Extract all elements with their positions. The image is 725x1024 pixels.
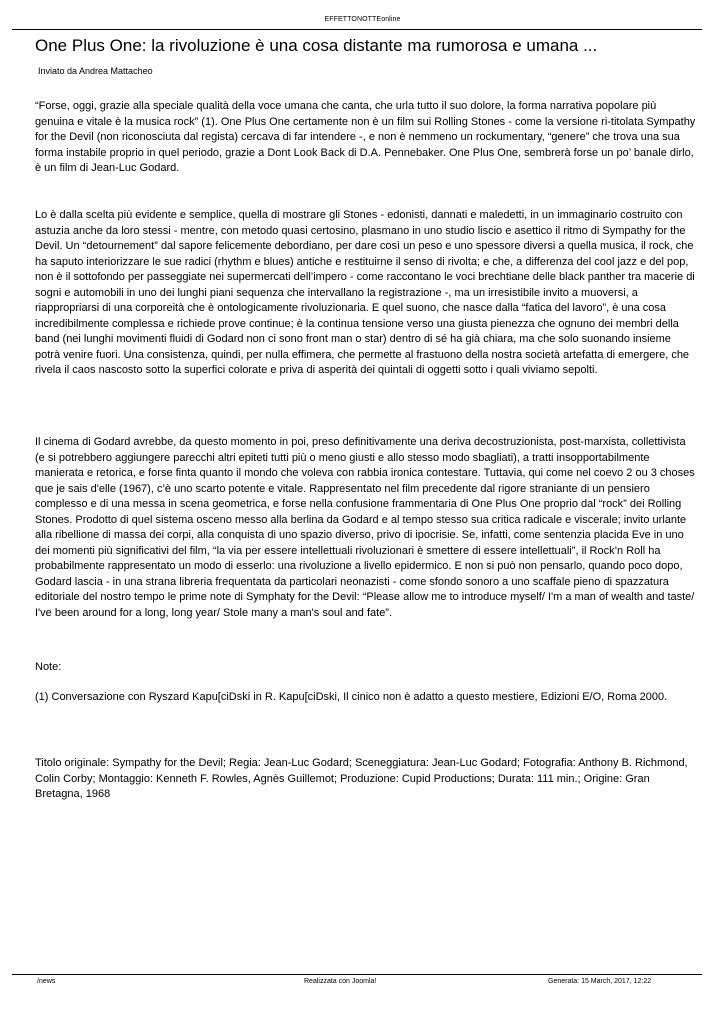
footer-powered-by: Realizzata con Joomla! bbox=[304, 978, 377, 985]
article-paragraph-3: Il cinema di Godard avrebbe, da questo momento in poi, preso definitivamente una deriva decostruzionista, post-marxista, collettivista (e si potrebbero aggiungere parecchi altri epiteti tutti più o meno giusti e allo stesso modo sbagliati), a tratti insopportabilmente manierata e retorica, e forse finta quanto il mondo che voleva con rabbia ironica contestare. Tuttavia, qui come nel coevo 2 ou 3 choses que je sais d'elle (1967), c’è uno scarto potente e vitale. Rappresentato nel film precedente dal rigore straniante di un pensiero complesso e di una messa in scena geometrica, e forse nella confusione frammentaria di One Plus One proprio dal “rock” dei Rolling Stones. Prodotto di quel sistema osceno messo alla berlina da Godard e al tempo stesso sua critica radicale e viscerale; invito urlante alla ribellione di massa dei corpi, alla conquista di uno spazio diverso, privo di ipocrisie. Se, infatti, come sentenzia placida Eve in uno dei momenti più significativi del film, “la via per essere intellettuali rivoluzionari è smettere di essere intellettuali”, il Rock’n Roll ha probabilmente rappresentato un modo di esserlo: una rivoluzione a livello epidermico. E non si può non pensarlo, quando poco dopo, Godard lascia - in una strana libreria frequentata da particolari neonazisti - come sfondo sonoro a uno scaffale pieno di spazzatura editoriale del nostro tempo le prime note di Symphaty for the Devil: “Please allow me to introduce myself/ I'm a man of wealth and taste/ I've been around for a long, long year/ Stole many a man's soul and fate”. bbox=[35, 436, 695, 619]
notes-heading: Note: bbox=[35, 661, 62, 673]
footer-rule bbox=[12, 974, 702, 975]
film-credits: Titolo originale: Sympathy for the Devil; Regia: Jean-Luc Godard; Sceneggiatura: Jean-Luc Godard; Fotografia: Anthony B. Richmond, Colin Corby; Montaggio: Kenneth F. Rowles, Agnès Guillemot; Produzione: Cupid Productions; Durata: 111 min.; Origine: Gran Bretagna, 1968 bbox=[35, 757, 688, 800]
header-rule bbox=[12, 29, 702, 30]
site-name: EFFETTONOTTEonline bbox=[324, 16, 401, 23]
note-1: (1) Conversazione con Ryszard Kapu[ciDski in R. Kapu[ciDski, Il cinico non è adatto a questo mestiere, Edizioni E/O, Roma 2000. bbox=[35, 691, 668, 703]
article-paragraph-2: Lo è dalla scelta più evidente e semplice, quella di mostrare gli Stones - edonisti, dannati e maledetti, in un immaginario costruito con astuzia anche da loro stessi - mentre, con metodo quasi certosino, plasmano in uno studio liscio e asettico il ritmo di Sympathy for the Devil. Un “detournement” dal sapore felicemente debordiano, per dare così un peso e uno spessore diversi a quella musica, il rock, che ha saputo interiorizzare le sue radici (rhythm e blues) antiche e restituirne il senso di rivolta; e che, a differenza del cool jazz e del pop, non è il sottofondo per passeggiate nei supermercati dell’impero - come raccontano le voci brechtiane delle black panther tra macerie di sogni e automobili in uno dei lunghi piani sequenza che intervallano la registrazione -, ma un irresistibile invito a muoversi, a riappropriarsi di una corporeità che è ontologicamente rivoluzionaria. E quel suono, che nasce dalla “fatica del lavoro”, è una cosa incredibilmente complessa e richiede prove continue; è la continua tensione verso una giusta pienezza che ognuno dei membri della band (nei lunghi movimenti fluidi di Godard non ci sono front man o star) dentro di sé ha già chiara, ma che solo suonando insieme potrà venire fuori. Una consistenza, quindi, per nulla effimera, che permette al frastuono della nostra società artefatta di emergere, che rivela il caos nascosto sotto la superfici colorate e priva di asperità dei quintali di oggetti sotto i quali viviamo sepolti. bbox=[35, 209, 695, 376]
footer-generated-date: Generata: 15 March, 2017, 12:22 bbox=[548, 978, 652, 985]
article-paragraph-1: “Forse, oggi, grazie alla speciale qualità della voce umana che canta, che urla tutto il suo dolore, la forma narrativa popolare più genuina e vitale è la musica rock” (1). One Plus One certamente non è un film sui Rolling Stones - come la versione ri-titolata Sympathy for the Devil (non riconosciuta dal regista) cercava di far intendere -, e non è nemmeno un rockumentary, “genere” che trova una sua forma instabile proprio in quel periodo, grazie a Dont Look Back di D.A. Pennebaker. One Plus One, sembrerà forse un po’ banale dirlo, è un film di Jean-Luc Godard. bbox=[35, 100, 696, 174]
article-byline: Inviato da Andrea Mattacheo bbox=[38, 66, 153, 76]
article-title: One Plus One: la rivoluzione è una cosa distante ma rumorosa e umana ... bbox=[35, 36, 598, 55]
footer-path: /news bbox=[37, 978, 56, 985]
